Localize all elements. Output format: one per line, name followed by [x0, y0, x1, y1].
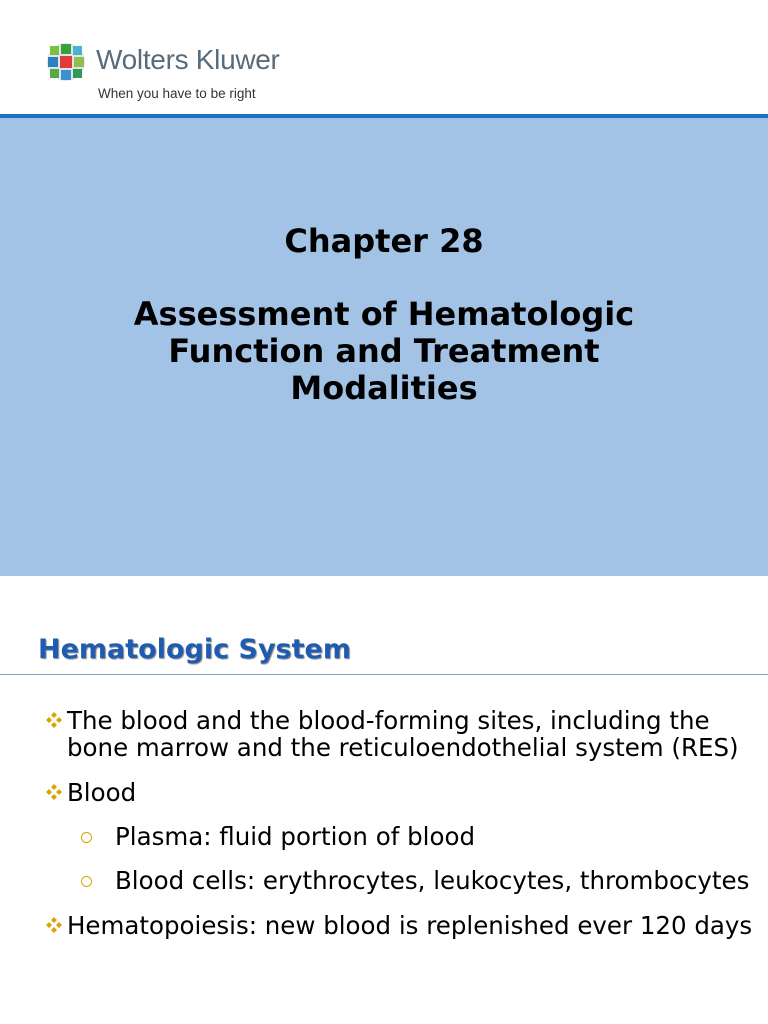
bullet-list: [44, 707, 754, 957]
bullet-text: Hematopoiesis: new blood is replenished ever 120 days: [67, 911, 753, 940]
diamond-bullet-icon: [44, 782, 64, 802]
circle-bullet-icon: [81, 876, 92, 887]
content-slide: [0, 576, 768, 1024]
list-item: [44, 912, 754, 939]
sub-bullet-text: Plasma: fluid portion of blood: [115, 822, 476, 851]
diamond-bullet-icon: [44, 915, 64, 935]
company-logo: [46, 42, 306, 108]
sub-bullet-text: Blood cells: erythrocytes, leukocytes, thrombocytes: [115, 866, 750, 895]
logo-wordmark: Wolters Kluwer: [96, 44, 280, 75]
slide-title: Assessment of Hematologic Function and Treatment Modalities: [133, 295, 635, 407]
title-band: [0, 114, 768, 576]
heading-divider: [0, 674, 768, 675]
list-item: [44, 779, 754, 806]
sub-list-item: [44, 867, 754, 894]
logo-tagline: When you have to be right: [98, 86, 256, 101]
globe-logo-icon: [46, 42, 86, 82]
bullet-text: The blood and the blood-forming sites, including the bone marrow and the reticuloendothelial system (RES): [67, 706, 739, 762]
bullet-text: Blood: [67, 778, 137, 807]
list-item: [44, 707, 754, 761]
circle-bullet-icon: [81, 832, 92, 843]
chapter-label: Chapter 28: [284, 222, 484, 260]
sub-list-item: [44, 823, 754, 850]
slide-heading: Hematologic System: [38, 634, 351, 665]
diamond-bullet-icon: [44, 710, 64, 730]
